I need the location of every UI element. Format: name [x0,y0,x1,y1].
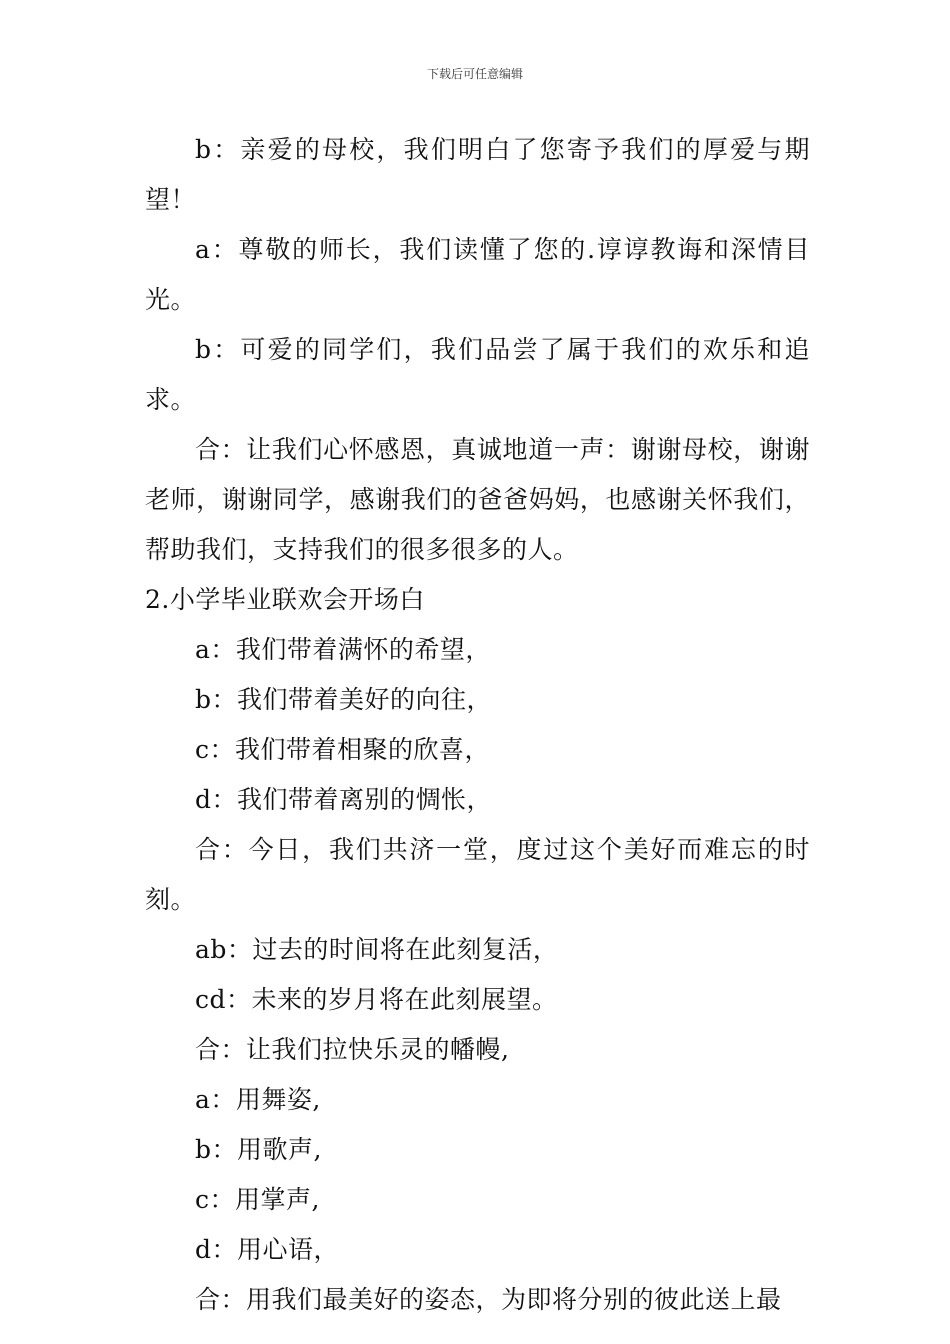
paragraph: c：用掌声, [195,1185,320,1214]
paragraph: d：我们带着离别的惆怅， [195,785,493,814]
paragraph: 合：让我们拉快乐灵的幡幔, [195,1035,510,1064]
paragraph: a：用舞姿, [195,1085,321,1114]
paragraph: d：用心语， [195,1235,340,1264]
paragraph: a：尊敬的师长，我们读懂了您的.谆谆教诲和深情目光。 [145,235,810,314]
document-body [145,125,810,1325]
paragraph: b：可爱的同学们，我们品尝了属于我们的欢乐和追求。 [145,335,810,414]
paragraph: a：我们带着满怀的希望， [195,635,491,664]
paragraph: cd：未来的岁月将在此刻展望。 [195,985,558,1014]
page-header-note: 下载后可任意编辑 [426,67,523,81]
paragraph: 合：用我们最美好的姿态，为即将分别的彼此送上最 [195,1285,782,1314]
paragraph: c：我们带着相聚的欣喜， [195,735,491,764]
paragraph: b：我们带着美好的向往， [195,685,493,714]
paragraph: 合：今日，我们共济一堂，度过这个美好而难忘的时刻。 [145,835,810,914]
paragraph: b：亲爱的母校，我们明白了您寄予我们的厚爱与期望！ [145,135,810,214]
paragraph: 合：让我们心怀感恩，真诚地道一声：谢谢母校，谢谢老师，谢谢同学，感谢我们的爸爸妈妈，也感谢关怀我们，帮助我们，支持我们的很多很多的人。 [145,435,810,564]
section-heading: 2.小学毕业联欢会开场白 [145,585,425,614]
paragraph: b：用歌声, [195,1135,322,1164]
paragraph: ab：过去的时间将在此刻复活， [195,935,559,964]
